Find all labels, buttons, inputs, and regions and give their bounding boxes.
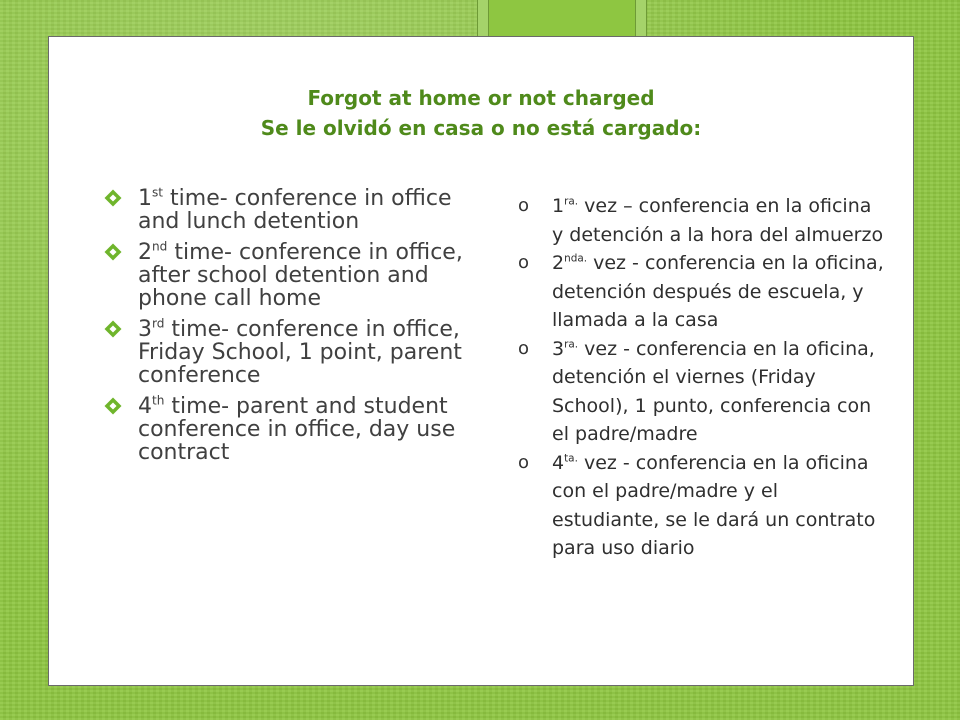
item-text: time- conference in office and lunch detention <box>138 186 452 234</box>
item-text: vez – conferencia en la oficina y detención a la hora del almuerzo <box>552 195 884 246</box>
slide-title <box>49 83 913 143</box>
english-list <box>104 187 464 472</box>
list-item <box>518 449 888 563</box>
ordinal-number: 3 <box>138 317 152 342</box>
list-item <box>104 241 464 310</box>
item-text: vez - conferencia en la oficina, detención el viernes (Friday School), 1 punto, conferencia con el padre/madre <box>552 337 875 445</box>
ordinal-number: 2 <box>138 240 152 265</box>
diamond-bullet-icon <box>104 320 122 338</box>
diamond-bullet-icon <box>104 189 122 207</box>
list-item <box>104 318 464 387</box>
title-line-spanish: Se le olvidó en casa o no está cargado: <box>260 116 702 140</box>
list-item <box>104 187 464 233</box>
ordinal-suffix: th <box>152 393 165 408</box>
diamond-bullet-icon <box>104 243 122 261</box>
ordinal-suffix: ta. <box>564 452 578 465</box>
diamond-bullet-icon <box>104 397 122 415</box>
list-item <box>104 395 464 464</box>
list-item <box>518 249 888 335</box>
item-text: vez - conferencia en la oficina, detención después de escuela, y llamada a la casa <box>552 252 884 331</box>
circle-bullet-icon: o <box>518 252 530 273</box>
list-item <box>518 192 888 249</box>
ordinal-number: 4 <box>138 394 152 419</box>
list-item <box>518 335 888 449</box>
ordinal-number: 1 <box>552 195 565 217</box>
title-line-english: Forgot at home or not charged <box>307 86 655 110</box>
spanish-list <box>518 192 888 563</box>
item-text: vez - conferencia en la oficina con el padre/madre y el estudiante, se le dará un contrato para uso diario <box>552 451 876 559</box>
circle-bullet-icon: o <box>518 337 530 359</box>
circle-bullet-icon: o <box>518 451 530 473</box>
ordinal-suffix: ra. <box>564 338 579 351</box>
ordinal-number: 1 <box>138 186 152 211</box>
ordinal-suffix: nd <box>152 239 168 254</box>
ordinal-suffix: rd <box>152 316 165 331</box>
ordinal-suffix: ra. <box>564 195 579 208</box>
item-text: time- conference in office, after school detention and phone call home <box>138 240 463 311</box>
item-text: time- parent and student conference in office, day use contract <box>138 394 456 465</box>
ordinal-number: 2 <box>552 252 565 274</box>
circle-bullet-icon: o <box>518 195 530 216</box>
ordinal-number: 4 <box>552 451 565 474</box>
ordinal-suffix: st <box>152 185 164 200</box>
item-text: time- conference in office, Friday School, 1 point, parent conference <box>138 317 462 388</box>
ordinal-number: 3 <box>552 337 565 360</box>
ordinal-suffix: nda. <box>564 252 588 265</box>
